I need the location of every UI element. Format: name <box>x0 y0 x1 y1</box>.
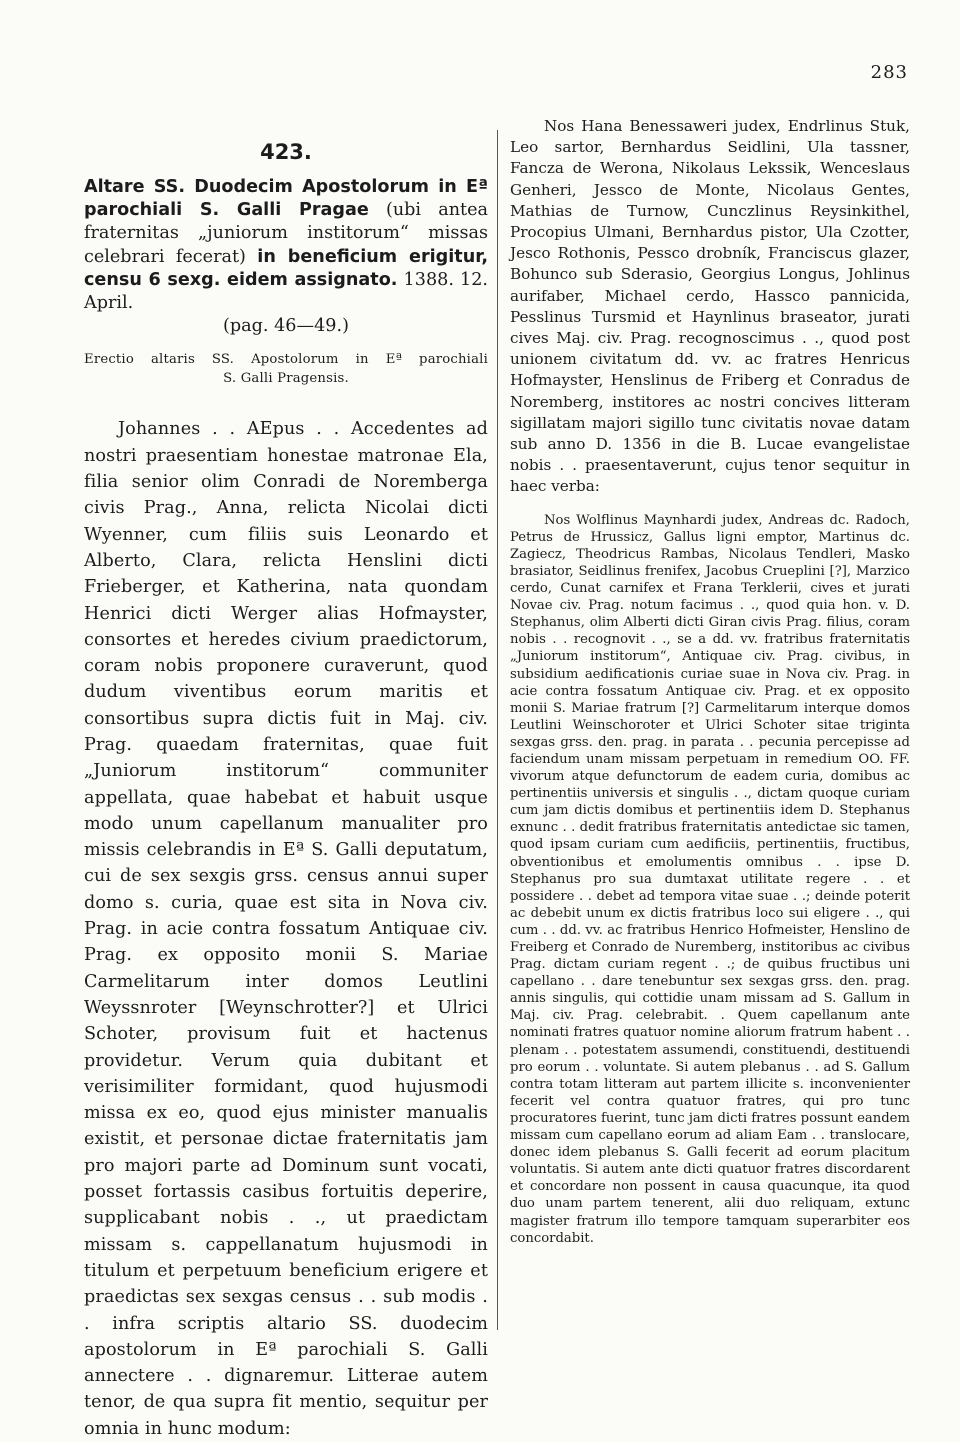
right-column <box>510 116 910 1247</box>
page-reference: (pag. 46—49.) <box>223 316 349 337</box>
page-number: 283 <box>870 62 908 83</box>
left-body-text: Johannes . . AEpus . . Accedentes ad nostri praesentiam honestae matronae Ela, filia senior olim Conradi de Noremberga civis Prag., Anna, relicta Nicolai dicti Wyenner, cum filiis suis Leonardo et Alberto, Clara, relicta Henslini dicti Frieberger, et Katherina, nata quondam Henrici dicti Werger alias Hofmayster, consortes et heredes civium praedictorum, coram nobis proponere curaverunt, quod dudum viventibus eorum maritis et consortibus supra dictis fuit in Maj. civ. Prag. quaedam fraternitas, quae fuit „Juniorum institorum“ communiter appellata, quae habebat et habuit usque modo unum capellanum manualiter pro missis celebrandis in Eª S. Galli deputatum, cui de sex sexgis grss. census annui super domo s. curia, quae est sita in Nova civ. Prag. in acie contra fossatum Antiquae civ. Prag. ex opposito monii S. Mariae Carmelitarum inter domos Leutlini Weyssnroter [Weynschrotter?] et Ulrici Schoter, provisum fuit et hactenus providetur. Verum quia dubitant et verisimiliter formidant, quod hujusmodi missa ex eo, quod ejus minister manualis existit, et personae dictae fraternitatis jam pro majori parte ad Dominum sunt vocati, posset fortassis casibus fortuitis deperire, supplicabant nobis . ., ut praedictam missam s. cappellanatum hujusmodi in titulum et perpetuum beneficium erigere et praedictas sex sexgas census . . sub modis . . infra scriptis altario SS. duodecim apostolorum in Eª parochiali S. Galli annectere . . dignaremur. Litterae autem tenor, de qua supra fit mentio, sequitur per omnia in hunc modum: <box>84 419 488 1439</box>
heading-bold-part-1: Altare SS. Duodecim Apostolorum in Eª parochiali S. Galli Pragae <box>84 177 488 221</box>
document-subtitle <box>84 350 488 388</box>
heading-bold-part-2: in beneficium erigitur, censu 6 sexg. eidem assignato. <box>84 246 488 290</box>
subtitle-line-1: Erectio altaris SS. Apostolorum in Eª parochiali <box>84 352 488 368</box>
document-number: 423. <box>260 140 312 164</box>
heading-date: 1388. 12. April. <box>84 269 488 314</box>
heading-plain-part-1: (ubi antea fraternitas „juniorum institorum“ missas celebrari fecerat) <box>84 200 488 267</box>
left-column <box>84 140 488 1442</box>
column-divider <box>497 130 498 1330</box>
subtitle-line-2: S. Galli Pragensis. <box>223 371 349 387</box>
right-paragraph-1: Nos Hana Benessaweri judex, Endrlinus Stuk, Leo sartor, Bernhardus Seidlini, Ula tassner, Fancza de Werona, Nikolaus Lekssik, Wenceslaus Genheri, Jessco de Monte, Nicolaus Gentes, Mathias de Turnow, Cunczlinus Reysinkithel, Procopius Ulmani, Bernhardus pistor, Ula Czotter, Jesco Rothonis, Pessco drobník, Franciscus glazer, Bohunco sub Sderasio, Georgius Longus, Johlinus aurifaber, Michael cerdo, Hassco pannicida, Pesslinus Tursmid et Haynlinus braseator, jurati cives Maj. civ. Prag. recognoscimus . ., quod post unionem civitatum dd. vv. ac fratres Henricus Hofmayster, Henslinus de Friberg et Conradus de Noremberg, institores ac nostri concives litteram sigillatam majori sigillo tunc civitatis novae datam sub anno D. 1356 in die B. Lucae evangelistae nobis . . praesentaverunt, cujus tenor sequitur in haec verba: <box>510 117 910 496</box>
right-paragraph-2: Nos Wolflinus Maynhardi judex, Andreas dc. Radoch, Petrus de Hrussicz, Gallus ligni emptor, Martinus dc. Zagiecz, Theodricus Rambas, Nicolaus Tendleri, Masko brasiator, Seidlinus frenifex, Jacobus Crueplini [?], Marzico cerdo, Cunat carnifex et Frana Terklerii, cives et jurati Novae civ. Prag. notum facimus . ., quod quia hon. v. D. Stephanus, olim Alberti dicti Giran civis Prag. filius, coram nobis . . recognovit . ., se a dd. vv. fratribus fraternitatis „Juniorum institorum“, Antiquae civ. Prag. civibus, in subsidium aedificationis curiae suae in Nova civ. Prag. in acie contra fossatum Antiquae civ. Prag. et ex opposito monii S. Mariae fratrum [?] Carmelitarum interque domos Leutlini Weinschoroter et Ulrici Schoter sitae triginta sexgas grss. den. prag. in parata . . pecunia percepisse ad faciendum unam missam perpetuam in remedium OO. FF. vivorum atque defunctorum de eadem curia, domibus ac pertinentiis universis et singulis . ., dictam quoque curiam cum jam dictis domibus et pertinentiis idem D. Stephanus exnunc . . dedit fratribus fraternitatis antedictae sic tamen, quod ipsam curiam cum aedificiis, pertinentiis, fructibus, obventionibus et emolumentis omnibus . . ipse D. Stephanus pro sua dumtaxat utilitate regere . . et possidere . . debet ad tempora vitae suae . .; deinde poterit ac debebit unum ex dictis fratribus loco sui eligere . ., qui cum . . dd. vv. ac fratribus Henrico Hofmeister, Henslino de Freiberg et Conrado de Nuremberg, institoribus ac civibus Prag. dictam curiam regent . .; de quibus fructibus uni capellano . . dare tenebuntur sex sexgas grss. den. prag. annis singulis, qui cottidie unam missam ad S. Gallum in Maj. civ. Prag. celebrabit. . Quem capellanum ante nominati fratres quatuor nomine aliorum fratrum habent . . plenam . . potestatem assumendi, constituendi, destituendi pro eorum . . voluntate. Si autem plebanus . . ad S. Gallum contra totam litteram aut partem illicite s. inconvenienter fecerit vel contra quatuor fratres, qui pro tunc procuratores fuerint, tunc jam dicti fratres possunt eandem missam cum capellano eorum ad aliam Eam . . translocare, donec idem plebanus S. Galli fecerit ad eorum placitum voluntatis. Si autem ante dicti quatuor fratres discordarent et concordare non possent in causa quacunque, ita quod duo unam partem tenerent, alii duo reliquam, extunc magister fratrum illo tempore tamquam superarbiter eos concordabit. <box>510 512 910 1246</box>
document-heading <box>84 176 488 315</box>
